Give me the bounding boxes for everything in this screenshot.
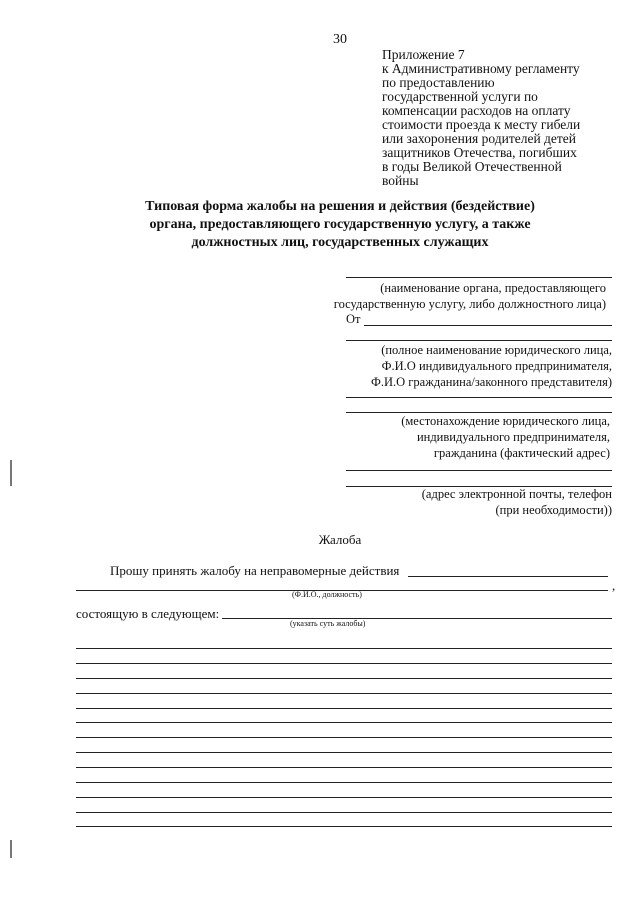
scan-edge-mark (10, 840, 12, 858)
complaint-text-line[interactable] (76, 722, 612, 723)
scan-edge-mark (10, 460, 12, 486)
appendix-line: к Административному регламенту (382, 61, 580, 76)
caption-line: гражданина (фактический адрес) (433, 446, 610, 460)
title-line: должностных лиц, государственных служащих (191, 235, 489, 250)
appendix-line: Приложение 7 (382, 47, 465, 62)
caption-line: Ф.И.О гражданина/законного представителя) (370, 375, 612, 389)
essence-caption: (указать суть жалобы) (290, 619, 366, 628)
complaint-text-line[interactable] (76, 737, 612, 738)
appendix-line: в годы Великой Отечественной (382, 159, 562, 174)
complaint-text-line[interactable] (76, 693, 612, 694)
complaint-text-line[interactable] (76, 648, 612, 649)
appendix-line: защитников Отечества, погибших (382, 145, 577, 160)
appendix-reference (382, 48, 632, 188)
title-line: органа, предоставляющего государственную услугу, а также (149, 217, 531, 232)
contact-line-1[interactable] (346, 470, 612, 471)
appendix-line: войны (382, 173, 419, 188)
caption-line: (наименование органа, предоставляющего (380, 281, 606, 295)
caption-line: (местонахождение юридического лица, (401, 414, 610, 428)
caption-line: (при необходимости)) (495, 503, 612, 517)
complaint-text-line[interactable] (76, 708, 612, 709)
caption-line: индивидуального предпринимателя, (416, 430, 610, 444)
essence-label: состоящую в следующем: (76, 606, 220, 621)
complaint-heading: Жалоба (318, 532, 362, 547)
complaint-text-line[interactable] (76, 812, 612, 813)
location-caption (401, 413, 610, 461)
organ-name-line[interactable] (346, 277, 612, 278)
from-line[interactable] (364, 325, 612, 326)
complaint-text-line[interactable] (76, 678, 612, 679)
appendix-line: компенсации расходов на оплату (382, 103, 571, 118)
request-text: Прошу принять жалобу на неправомерные действия (110, 563, 400, 578)
request-line-1[interactable] (408, 576, 608, 577)
complaint-text-line[interactable] (76, 782, 612, 783)
comma-mark: , (612, 578, 616, 593)
appendix-line: или захоронения родителей детей (382, 131, 577, 146)
caption-line: (полное наименование юридического лица, (381, 343, 612, 357)
applicant-line[interactable] (346, 340, 612, 341)
complaint-text-line[interactable] (76, 826, 612, 827)
organ-name-caption (334, 280, 606, 312)
form-title (80, 198, 600, 252)
appendix-line: по предоставлению (382, 75, 495, 90)
caption-line: Ф.И.О индивидуального предпринимателя, (381, 359, 612, 373)
appendix-line: государственной услуги по (382, 89, 538, 104)
applicant-caption (371, 342, 612, 390)
essence-line[interactable] (222, 618, 612, 619)
address-line-1[interactable] (346, 397, 612, 398)
complaint-text-line[interactable] (76, 752, 612, 753)
complaint-text-line[interactable] (76, 663, 612, 664)
contact-caption (422, 486, 612, 518)
complaint-text-line[interactable] (76, 797, 612, 798)
fio-caption: (Ф.И.О., должность) (292, 590, 362, 599)
title-line: Типовая форма жалобы на решения и действия (бездействие) (145, 199, 535, 214)
caption-line: (адрес электронной почты, телефон (421, 487, 612, 501)
caption-line: государственную услугу, либо должностного лица) (333, 297, 606, 311)
page-number: 30 (333, 32, 347, 47)
from-label: От (346, 312, 361, 326)
complaint-text-line[interactable] (76, 767, 612, 768)
appendix-line: стоимости проезда к месту гибели (382, 117, 581, 132)
